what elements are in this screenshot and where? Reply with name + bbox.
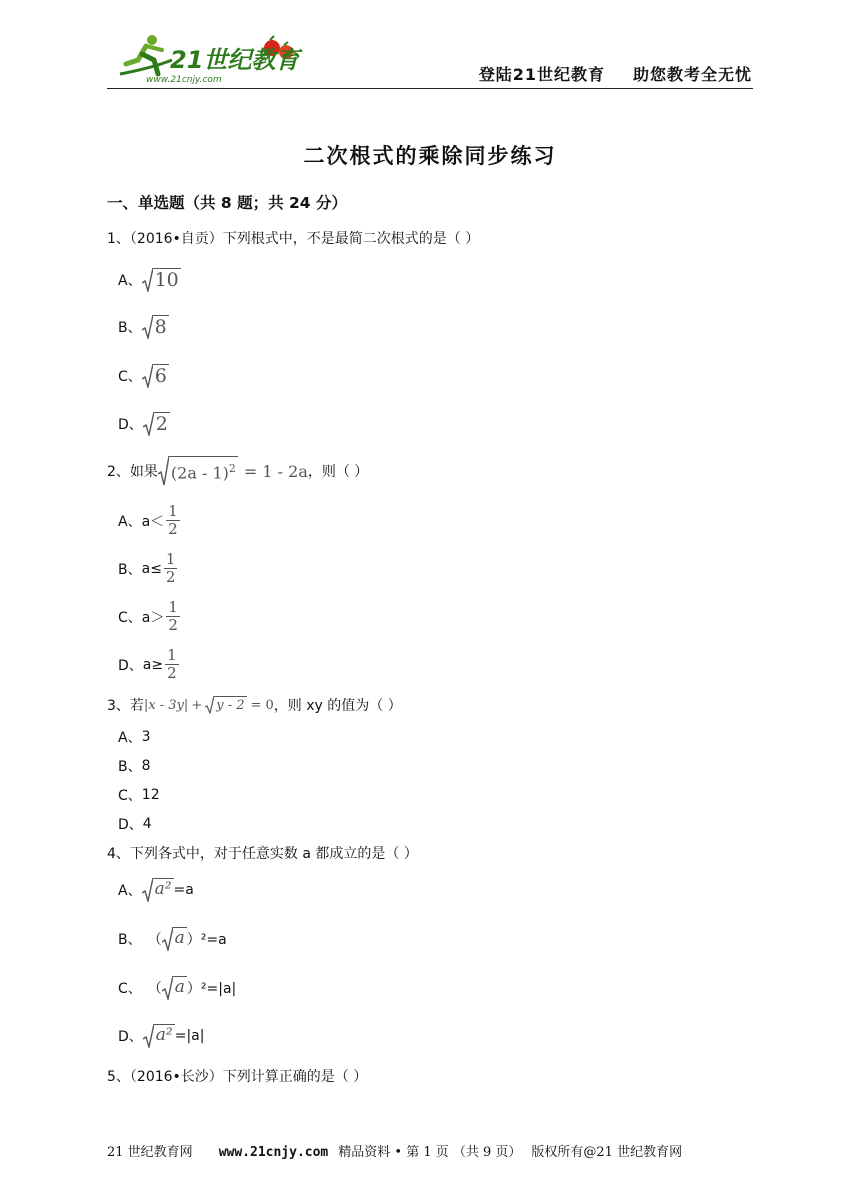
question-3-option-a: A、 3 [118, 729, 151, 746]
footer-page-info: 精品资料 • 第 1 页 （共 9 页） [338, 1145, 522, 1160]
question-3-stem: 3、若 |x - 3y| + y - 2 = 0 ，则 xy 的值为（ ） [107, 697, 402, 714]
question-2-option-a: A、 a＜ $\frac{1}{2}$ [118, 502, 178, 538]
radical-10: 10 [142, 268, 181, 292]
footer-site-name: 21 世纪教育网 [107, 1145, 193, 1160]
question-2-stem: 2、如果 (2a - 1)$^2$ = 1 - 2a ，则（ ） [107, 456, 368, 486]
question-3-option-d: D、 4 [118, 816, 152, 833]
question-4-option-c: C、 （ a ）²=|a| [118, 976, 236, 1000]
page-footer [107, 1141, 692, 1160]
question-2-option-c: C、 a＞ $\frac{1}{2}$ [118, 598, 178, 634]
absolute-value: |x - 3y| [143, 697, 189, 713]
question-1-stem: 1、（2016•自贡）下列根式中，不是最简二次根式的是（ ） [107, 231, 480, 247]
radical-a: a [162, 976, 187, 1000]
page-title: 二次根式的乘除同步练习 [303, 144, 557, 168]
question-3-option-c: C、 12 [118, 787, 160, 804]
question-1-option-b: B、 8 [118, 316, 167, 338]
question-1-option-a: A、 10 [118, 269, 179, 291]
question-1-option-d: D、 2 [118, 413, 168, 435]
radical-8: 8 [142, 315, 169, 339]
runner-logo-icon [112, 30, 312, 86]
radical-expression: (2a - 1)$^2$ [158, 456, 238, 486]
radical-a: a [162, 927, 187, 951]
radical-a-squared: a² [143, 1024, 175, 1048]
radical-6: 6 [142, 364, 169, 388]
radical-2: 2 [143, 412, 170, 436]
logo-text: 21世纪教育 [170, 46, 300, 74]
logo-url: www.21cnjy.com [146, 75, 222, 85]
question-2-option-b: B、 a≤ $\frac{1}{2}$ [118, 550, 176, 586]
question-5-stem: 5、（2016•长沙）下列计算正确的是（ ） [107, 1069, 368, 1085]
question-4-option-a: A、 a² =a [118, 878, 194, 902]
section-heading: 一、单选题（共 8 题；共 24 分） [107, 194, 347, 212]
question-4-option-d: D、 a² =|a| [118, 1024, 204, 1048]
question-3-option-b: B、 8 [118, 758, 151, 775]
question-1-option-c: C、 6 [118, 365, 167, 387]
footer-url[interactable]: www.21cnjy.com [218, 1145, 329, 1160]
header-divider [107, 88, 753, 89]
question-4-option-b: B、 （ a ）²=a [118, 927, 227, 951]
site-logo [112, 30, 312, 86]
slogan-right: 助您教考全无忧 [632, 65, 752, 84]
question-4-stem: 4、下列各式中，对于任意实数 a 都成立的是（ ） [107, 846, 418, 862]
footer-copyright: 版权所有@21 世纪教育网 [531, 1145, 683, 1160]
slogan-left: 登陆21世纪教育 [478, 65, 605, 84]
header-slogan [479, 62, 752, 85]
radical-y-minus-2: y - 2 [205, 696, 246, 714]
radical-a-squared: a² [142, 878, 174, 902]
question-2-option-d: D、 a≥ $\frac{1}{2}$ [118, 646, 177, 682]
